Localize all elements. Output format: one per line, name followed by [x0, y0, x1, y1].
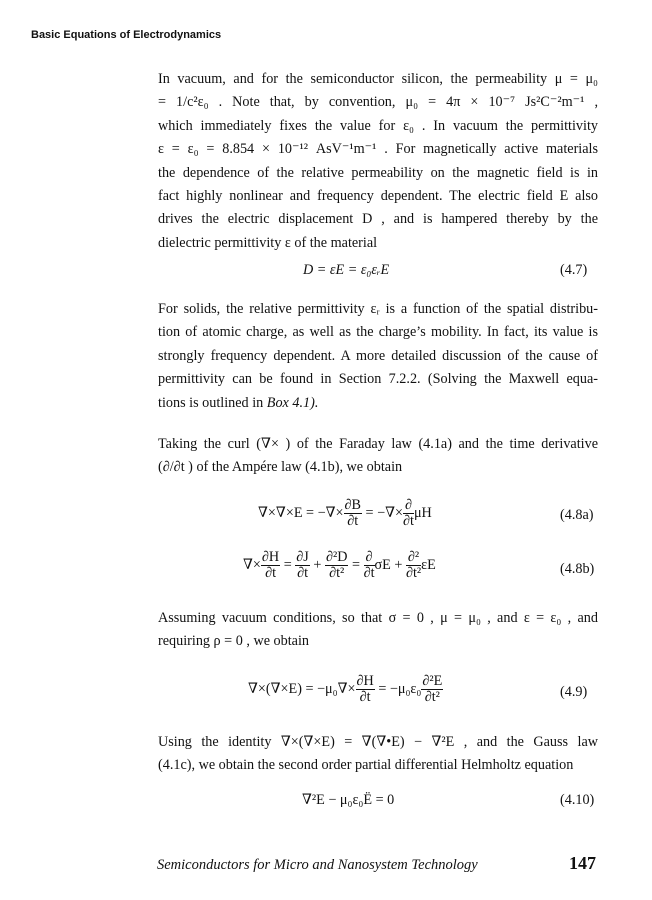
eq-term: εE	[421, 556, 436, 573]
text-line: ε = ε₀ = 8.854 × 10⁻¹² AsV⁻¹m⁻¹ . For magnetically active materials	[158, 141, 598, 158]
equation-number-4-9: (4.9)	[560, 684, 588, 700]
eq-term: =	[280, 556, 296, 573]
text-line	[158, 392, 598, 415]
text-line: permittivity can be found in Section 7.2.2. (Solving the Maxwell equa-	[158, 371, 598, 388]
paragraph-permittivity	[158, 298, 598, 415]
denominator: ∂t	[359, 689, 371, 705]
equation-4-7: D = εE = ε₀εᵣE	[303, 262, 390, 278]
text-line: Using the identity ∇×(∇×E) = ∇(∇•E) − ∇²E , and the Gauss law	[158, 734, 598, 750]
fraction	[356, 674, 375, 705]
book-title-footer: Semiconductors for Micro and Nanosystem Technology	[157, 857, 478, 873]
denominator: ∂t	[347, 513, 359, 529]
paragraph-curl	[158, 433, 598, 480]
numerator: ∂	[365, 549, 373, 565]
equation-number-4-10: (4.10)	[560, 792, 595, 808]
equation-4-9	[248, 674, 443, 705]
eq-term: +	[309, 556, 325, 573]
numerator: ∂²	[407, 549, 420, 565]
denominator: ∂t²	[329, 565, 345, 581]
fraction	[325, 550, 349, 581]
denominator: ∂t²	[405, 565, 422, 581]
denominator: ∂t²	[424, 689, 440, 705]
numerator: ∂B	[344, 497, 361, 513]
text-line: (∂/∂t ) of the Ampére law (4.1b), we obtain	[158, 459, 403, 476]
eq-term: ∇×(∇×E) = −μ₀∇×	[248, 680, 356, 697]
text-line: Taking the curl (∇× ) of the Faraday law (4.1a) and the time derivative	[158, 436, 598, 452]
text-line: the dependence of the relative permeability on the magnetic field is in	[158, 164, 598, 181]
text-line: fact highly nonlinear and frequency dependent. The electric field E also	[158, 188, 598, 205]
text-line: For solids, the relative permittivity εᵣ is a function of the spatial distribu-	[158, 301, 598, 317]
page-number: 147	[569, 853, 596, 873]
denominator: ∂t	[403, 513, 414, 529]
denominator: ∂t	[363, 565, 375, 581]
eq-term: σE +	[374, 556, 406, 573]
fraction	[344, 498, 362, 529]
text-line: = 1/c²ε₀ . Note that, by convention, μ₀ = 4π × 10⁻⁷ Js²C⁻²m⁻¹ ,	[158, 94, 598, 111]
denominator: ∂t	[265, 565, 277, 581]
fraction	[421, 674, 443, 705]
numerator: ∂J	[296, 549, 309, 565]
numerator: ∂H	[261, 549, 280, 565]
paragraph-helmholtz	[158, 731, 598, 778]
text-line: drives the electric displacement D , and is hampered thereby by the	[158, 211, 598, 228]
denominator: ∂t	[297, 565, 309, 581]
numerator: ∂	[404, 497, 412, 513]
eq-term: = −∇×	[361, 504, 403, 521]
fraction	[261, 550, 280, 581]
equation-4-8b	[243, 550, 436, 581]
equation-4-8a	[258, 498, 432, 529]
text-line: which immediately fixes the value for ε₀ . In vacuum the permittivity	[158, 117, 598, 134]
text-line: Assuming vacuum conditions, so that σ = 0 , μ = μ₀ , and ε = ε₀ , and	[158, 610, 598, 626]
paragraph-vacuum	[158, 607, 598, 654]
equation-number-4-8b: (4.8b)	[560, 561, 595, 577]
text-line: In vacuum, and for the semiconductor silicon, the permeability μ = μ₀	[158, 71, 598, 87]
eq-term: ∇×	[243, 556, 261, 573]
eq-term: μH	[413, 504, 432, 521]
equation-number-4-8a: (4.8a)	[560, 507, 594, 523]
running-header: Basic Equations of Electrodynamics	[31, 29, 222, 41]
box-reference: Box 4.1).	[266, 394, 319, 411]
text-line: tion of atomic charge, as well as the charge’s mobility. In fact, its value is	[158, 324, 598, 341]
eq-term: = −μ₀ε₀	[374, 680, 422, 697]
text-line: requiring ρ = 0 , we obtain	[158, 633, 310, 650]
text-line: dielectric permittivity ε of the material	[158, 234, 378, 251]
fraction	[403, 498, 414, 529]
paragraph-permeability	[158, 68, 598, 255]
text-line: (4.1c), we obtain the second order partial differential Helmholtz equation	[158, 757, 574, 774]
fraction	[364, 550, 375, 581]
text-line: strongly frequency dependent. A more detailed discussion of the cause of	[158, 347, 598, 364]
numerator: ∂H	[356, 673, 374, 689]
fraction	[295, 550, 310, 581]
eq-term: ∇×∇×E = −∇×	[258, 504, 344, 521]
equation-4-10: ∇²E − μ₀ε₀Ë = 0	[302, 792, 395, 808]
equation-number-4-7: (4.7)	[560, 262, 588, 278]
numerator: ∂²D	[325, 549, 348, 565]
numerator: ∂²E	[422, 673, 443, 689]
eq-term: =	[348, 556, 364, 573]
text-segment: tions is outlined in	[158, 394, 267, 411]
fraction	[406, 550, 421, 581]
